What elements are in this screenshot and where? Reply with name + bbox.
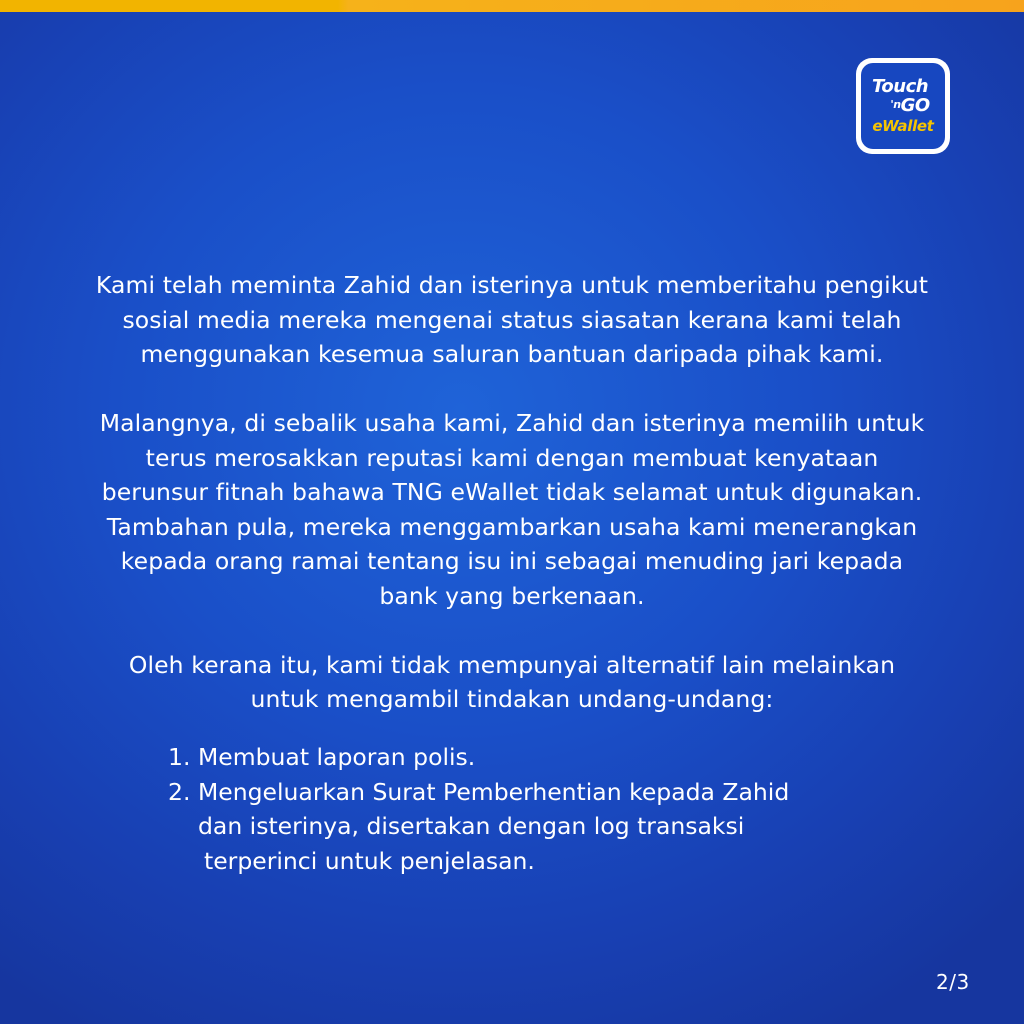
list-item-line: terperinci untuk penjelasan. bbox=[204, 846, 535, 875]
list-item-line: Membuat laporan polis. bbox=[198, 743, 476, 771]
paragraph-line: untuk mengambil tindakan undang-undang: bbox=[250, 685, 774, 713]
paragraph-2 bbox=[40, 406, 984, 613]
logo-text-ngo bbox=[890, 97, 929, 115]
touch-n-go-ewallet-logo bbox=[856, 58, 950, 154]
list-item-line: dan isterinya, disertakan dengan log transaksi bbox=[198, 812, 745, 840]
list-item-text bbox=[198, 740, 888, 775]
paragraph-gap bbox=[40, 613, 984, 648]
paragraph-3 bbox=[40, 648, 984, 717]
list-item-number: 1. bbox=[168, 743, 191, 771]
paragraph-line: berunsur fitnah bahawa TNG eWallet tidak selamat untuk digunakan. bbox=[101, 478, 923, 506]
list-item-line: Mengeluarkan Surat Pemberhentian kepada Zahid bbox=[198, 777, 790, 806]
paragraph-gap bbox=[40, 372, 984, 407]
list-item bbox=[168, 740, 888, 775]
statement-body bbox=[40, 268, 984, 717]
paragraph-line: Malangnya, di sebalik usaha kami, Zahid dan isterinya memilih untuk bbox=[99, 409, 925, 437]
paragraph-line: sosial media mereka mengenai status siasatan kerana kami telah bbox=[122, 305, 902, 334]
top-accent-stripe bbox=[0, 0, 1024, 12]
list-item-number: 2. bbox=[168, 777, 191, 806]
logo-text-ewallet: eWallet bbox=[872, 117, 934, 135]
action-list bbox=[168, 740, 888, 878]
logo-badge bbox=[861, 63, 945, 149]
paragraph-1 bbox=[40, 268, 984, 372]
logo-text-go: GO bbox=[900, 95, 930, 116]
paragraph-line: Kami telah meminta Zahid dan isterinya untuk memberitahu pengikut bbox=[95, 271, 929, 299]
paragraph-line: Tambahan pula, mereka menggambarkan usaha kami menerangkan bbox=[106, 512, 918, 541]
paragraph-line: bank yang berkenaan. bbox=[379, 581, 645, 610]
paragraph-line: terus merosakkan reputasi kami dengan membuat kenyataan bbox=[145, 443, 879, 472]
paragraph-line: Oleh kerana itu, kami tidak mempunyai alternatif lain melainkan bbox=[128, 650, 896, 679]
paragraph-line: menggunakan kesemua saluran bantuan daripada pihak kami. bbox=[140, 340, 884, 368]
page-indicator: 2/3 bbox=[936, 970, 970, 994]
paragraph-line: kepada orang ramai tentang isu ini sebagai menuding jari kepada bbox=[120, 547, 904, 575]
list-item bbox=[168, 775, 888, 879]
list-item-text bbox=[198, 775, 888, 879]
logo-text-n: 'n bbox=[890, 98, 901, 111]
logo-text-touch: Touch bbox=[871, 76, 929, 97]
